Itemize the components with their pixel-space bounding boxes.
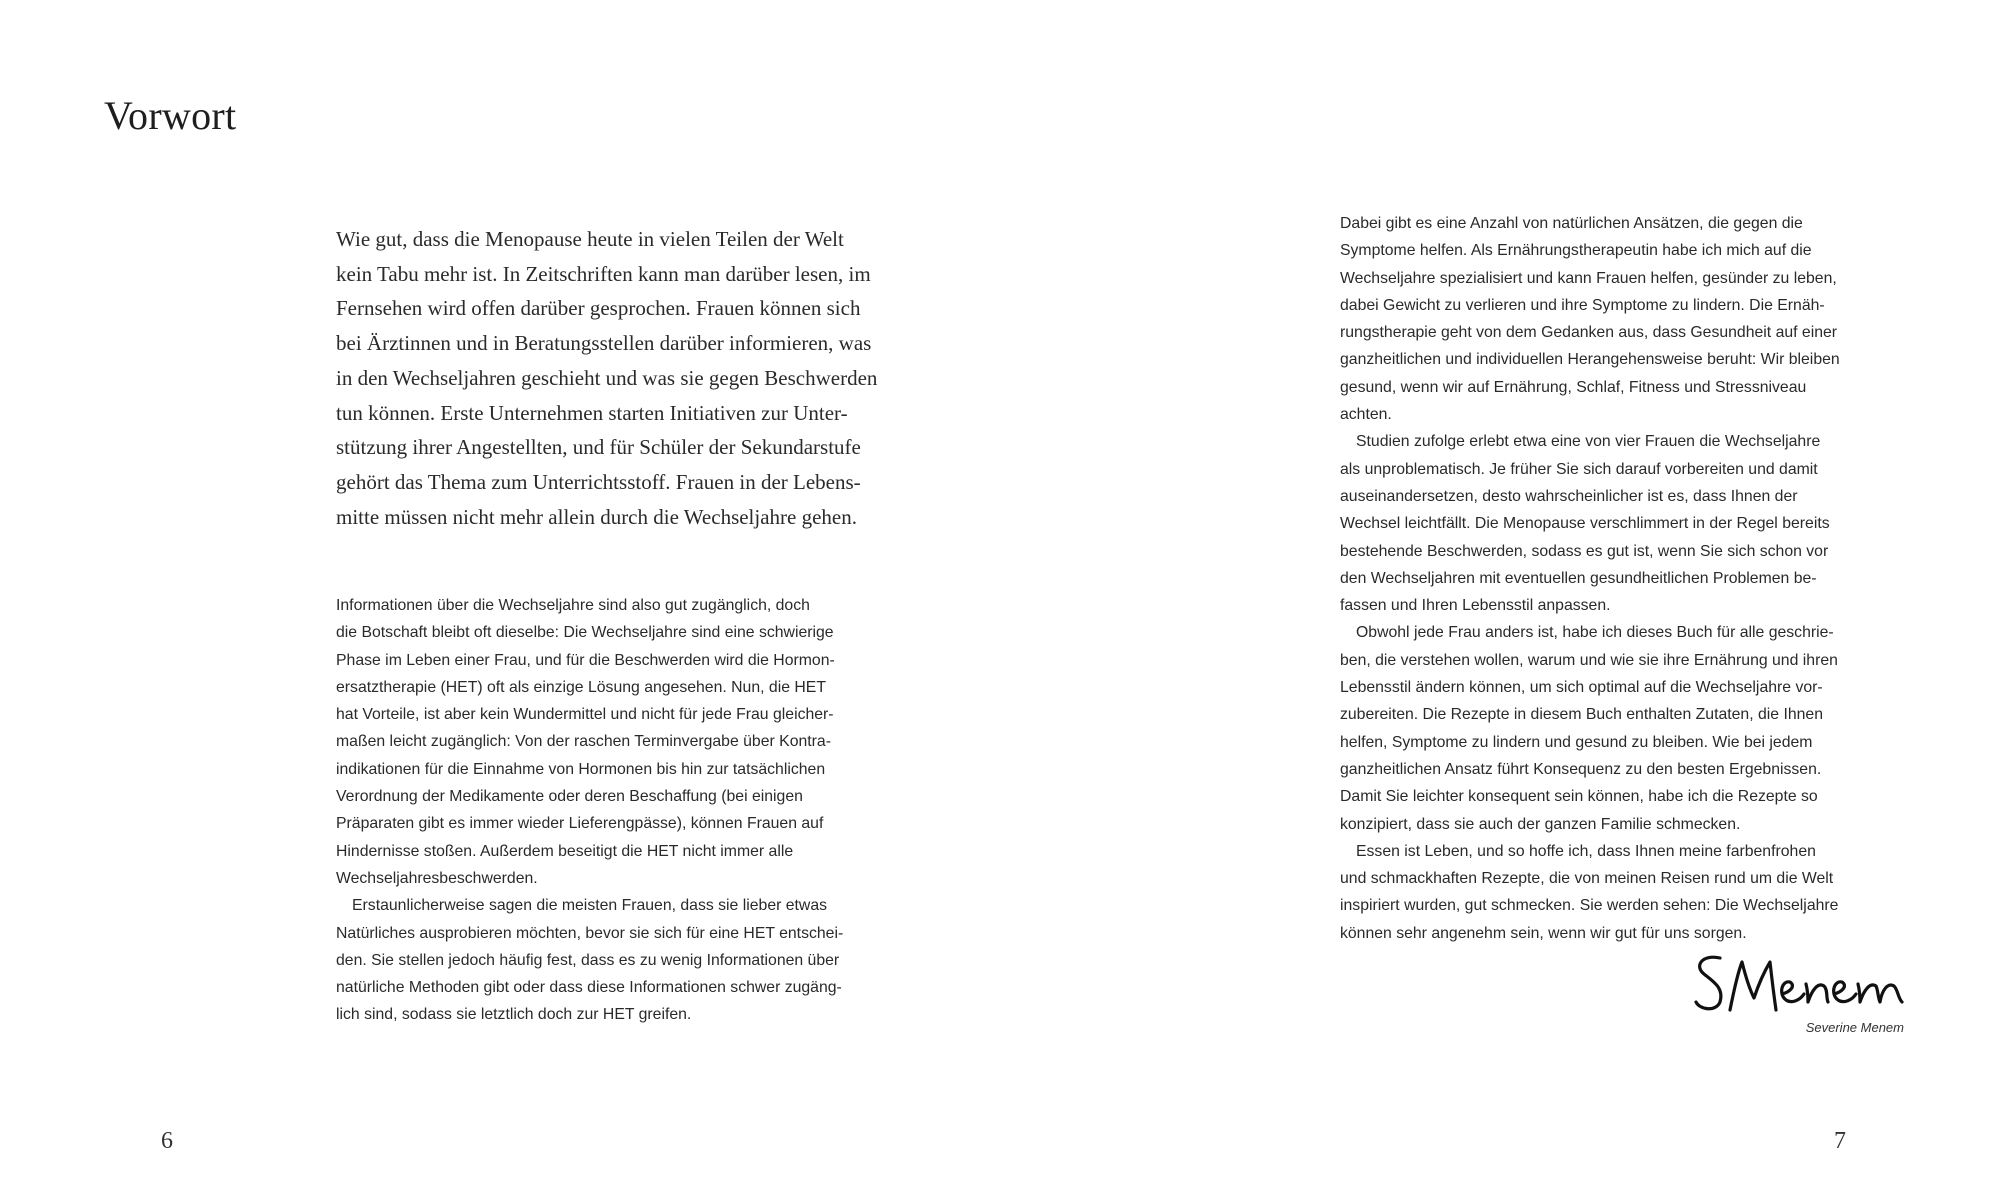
body-line: auseinandersetzen, desto wahrscheinlicher ist es, dass Ihnen der bbox=[1340, 487, 1798, 505]
lead-line: Fernsehen wird offen darüber gesprochen. Frauen können sich bbox=[336, 296, 861, 321]
body-line: Präparaten gibt es immer wieder Lieferengpässe), können Frauen auf bbox=[336, 815, 824, 833]
body-line: Natürliches ausprobieren möchten, bevor sie sich für eine HET entschei- bbox=[336, 924, 844, 942]
body-line: Erstaunlicherweise sagen die meisten Frauen, dass sie lieber etwas bbox=[352, 897, 828, 915]
body-line: können sehr angenehm sein, wenn wir gut für uns sorgen. bbox=[1340, 924, 1747, 942]
page-title: Vorwort bbox=[104, 93, 237, 138]
handwritten-signature bbox=[1690, 950, 1910, 1020]
body-line: indikationen für die Einnahme von Hormonen bis hin zur tatsächlichen bbox=[336, 760, 826, 778]
lead-line: tun können. Erste Unternehmen starten Initiativen zur Unter- bbox=[336, 400, 848, 425]
left-body-text bbox=[336, 592, 916, 1029]
lead-paragraph bbox=[336, 222, 916, 534]
body-line: die Botschaft bleibt oft dieselbe: Die Wechseljahre sind eine schwierige bbox=[336, 624, 834, 642]
right-body-text bbox=[1340, 210, 1920, 947]
body-line: Phase im Leben einer Frau, und für die Beschwerden wird die Hormon- bbox=[336, 651, 835, 669]
body-line: ganzheitlichen und individuellen Herangehensweise beruht: Wir bleiben bbox=[1340, 351, 1840, 369]
author-name: Severine Menem bbox=[1805, 1020, 1904, 1035]
body-line: Obwohl jede Frau anders ist, habe ich dieses Buch für alle geschrie- bbox=[1356, 624, 1834, 642]
body-line: als unproblematisch. Je früher Sie sich darauf vorbereiten und damit bbox=[1340, 460, 1818, 478]
body-line: Wechseljahresbeschwerden. bbox=[336, 869, 538, 887]
lead-line: stützung ihrer Angestellten, und für Schüler der Sekundarstufe bbox=[336, 435, 861, 460]
body-line: achten. bbox=[1340, 406, 1392, 424]
body-line: Essen ist Leben, und so hoffe ich, dass Ihnen meine farbenfrohen bbox=[1356, 842, 1816, 860]
body-line: Studien zufolge erlebt etwa eine von vier Frauen die Wechseljahre bbox=[1356, 433, 1821, 451]
body-line: Hindernisse stoßen. Außerdem beseitigt die HET nicht immer alle bbox=[336, 842, 794, 860]
lead-line: kein Tabu mehr ist. In Zeitschriften kann man darüber lesen, im bbox=[336, 261, 871, 286]
body-line: Wechsel leichtfällt. Die Menopause verschlimmert in der Regel bereits bbox=[1340, 515, 1830, 533]
body-line: dabei Gewicht zu verlieren und ihre Symptome zu lindern. Die Ernäh- bbox=[1340, 296, 1825, 314]
body-line: Dabei gibt es eine Anzahl von natürlichen Ansätzen, die gegen die bbox=[1340, 215, 1803, 232]
body-line: rungstherapie geht von dem Gedanken aus, dass Gesundheit auf einer bbox=[1340, 324, 1838, 342]
lead-line: in den Wechseljahren geschieht und was sie gegen Beschwerden bbox=[336, 365, 878, 390]
body-line: inspiriert wurden, gut schmecken. Sie werden sehen: Die Wechseljahre bbox=[1340, 897, 1839, 915]
body-line: den Wechseljahren mit eventuellen gesundheitlichen Problemen be- bbox=[1340, 569, 1817, 587]
lead-line: gehört das Thema zum Unterrichtsstoff. Frauen in der Lebens- bbox=[336, 469, 861, 494]
body-line: helfen, Symptome zu lindern und gesund zu bleiben. Wie bei jedem bbox=[1340, 733, 1813, 751]
body-line: ganzheitlichen Ansatz führt Konsequenz zu den besten Ergebnissen. bbox=[1340, 760, 1822, 778]
body-line: gesund, wenn wir auf Ernährung, Schlaf, Fitness und Stressniveau bbox=[1340, 378, 1807, 396]
body-line: den. Sie stellen jedoch häufig fest, dass es zu wenig Informationen über bbox=[336, 951, 840, 969]
body-line: maßen leicht zugänglich: Von der raschen Terminvergabe über Kontra- bbox=[336, 733, 831, 751]
body-line: ben, die verstehen wollen, warum und wie sie ihre Ernährung und ihren bbox=[1340, 651, 1838, 669]
body-line: Symptome helfen. Als Ernährungstherapeutin habe ich mich auf die bbox=[1340, 242, 1812, 260]
body-line: und schmackhaften Rezepte, die von meinen Reisen rund um die Welt bbox=[1340, 870, 1834, 888]
body-line: natürliche Methoden gibt oder dass diese Informationen schwer zugäng- bbox=[336, 979, 842, 997]
body-line: zubereiten. Die Rezepte in diesem Buch enthalten Zutaten, die Ihnen bbox=[1340, 706, 1823, 724]
body-line: fassen und Ihren Lebensstil anpassen. bbox=[1340, 597, 1611, 615]
body-line: Wechseljahre spezialisiert und kann Frauen helfen, gesünder zu leben, bbox=[1340, 269, 1837, 287]
body-line: bestehende Beschwerden, sodass es gut ist, wenn Sie sich schon vor bbox=[1340, 542, 1829, 560]
body-line: Damit Sie leichter konsequent sein können, habe ich die Rezepte so bbox=[1340, 788, 1818, 806]
body-line: Informationen über die Wechseljahre sind also gut zugänglich, doch bbox=[336, 597, 810, 614]
body-line: hat Vorteile, ist aber kein Wundermittel und nicht für jede Frau gleicher- bbox=[336, 706, 834, 724]
lead-line: Wie gut, dass die Menopause heute in vielen Teilen der Welt bbox=[336, 227, 844, 251]
page-number-left: 6 bbox=[161, 1128, 173, 1154]
body-line: Lebensstil ändern können, um sich optimal auf die Wechseljahre vor- bbox=[1340, 679, 1823, 697]
body-line: Verordnung der Medikamente oder deren Beschaffung (bei einigen bbox=[336, 788, 803, 806]
body-line: ersatztherapie (HET) oft als einzige Lösung angesehen. Nun, die HET bbox=[336, 678, 826, 696]
body-line: konzipiert, dass sie auch der ganzen Familie schmecken. bbox=[1340, 815, 1741, 833]
lead-line: bei Ärztinnen und in Beratungsstellen darüber informieren, was bbox=[336, 331, 872, 356]
lead-line: mitte müssen nicht mehr allein durch die Wechseljahre gehen. bbox=[336, 504, 858, 529]
body-line: lich sind, sodass sie letztlich doch zur HET greifen. bbox=[336, 1006, 692, 1024]
page-number-right: 7 bbox=[1834, 1128, 1846, 1154]
